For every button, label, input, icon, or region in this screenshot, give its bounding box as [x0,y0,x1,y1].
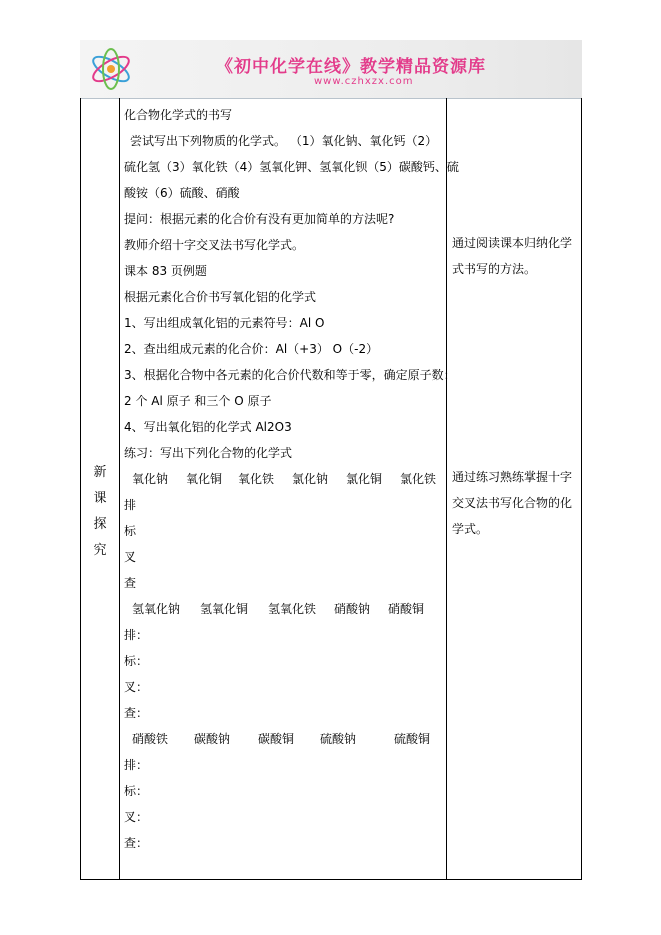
content-line: 提问：根据元素的化合价有没有更加简单的方法呢? [124,212,395,226]
note-line: 通过阅读课本归纳化学 [452,236,573,250]
step-label: 标： [124,654,149,668]
column-divider-right [446,98,447,879]
content-line: 尝试写出下列物质的化学式。 （1）氧化钠、氧化钙（2） [130,134,438,148]
content-line: 教师介绍十字交叉法书写化学式。 [124,238,305,252]
step-label: 叉 [124,550,137,564]
compound-name: 氯化铁 [400,472,437,486]
compound-name: 氧化钠 [132,472,169,486]
compound-name: 硝酸铜 [388,602,425,616]
section-label [81,460,119,564]
section-label-char: 课 [93,491,107,506]
step-label: 排 [124,498,137,512]
step-label: 叉： [124,680,149,694]
compound-name: 硫酸钠 [320,732,357,746]
header-title: 《初中化学在线》教学精品资源库 [216,57,486,77]
content-line: 练习：写出下列化合物的化学式 [124,446,293,460]
section-label-char: 探 [93,517,107,532]
compound-name: 硫酸铜 [394,732,431,746]
note-line: 式书写的方法。 [452,262,537,276]
lesson-table [80,98,582,880]
content-line: 根据元素化合价书写氧化铝的化学式 [124,290,317,304]
teaching-note-1 [452,230,580,282]
step-label: 叉： [124,810,149,824]
note-line: 通过练习熟练掌握十字 [452,470,573,484]
compound-name: 氧化铜 [186,472,223,486]
teaching-note-2 [452,464,580,542]
section-label-char: 究 [93,543,107,558]
content-line: 化合物化学式的书写 [124,108,233,122]
step-label: 排： [124,628,149,642]
step-label: 查： [124,706,149,720]
compound-name: 氢氧化铜 [200,602,249,616]
content-line: 1、写出组成氧化铝的元素符号：Al O [124,316,325,330]
compound-name: 碳酸钠 [194,732,231,746]
compound-name: 氯化铜 [346,472,383,486]
section-label-char: 新 [93,465,107,480]
compound-name: 氯化钠 [292,472,329,486]
compound-name: 氧化铁 [238,472,275,486]
compound-name: 氢氧化钠 [132,602,181,616]
content-line: 酸铵（6）硫酸、硝酸 [124,186,240,200]
note-line: 学式。 [452,522,489,536]
note-line: 交叉法书写化合物的化 [452,496,573,510]
header-url: www.czhxzx.com [314,76,414,87]
content-line: 2、查出组成元素的化合价：Al（+3） O（-2） [124,342,379,356]
atom-logo-icon [86,44,136,94]
compound-name: 碳酸铜 [258,732,295,746]
compound-name: 硝酸铁 [132,732,169,746]
step-label: 标 [124,524,137,538]
step-label: 查： [124,836,149,850]
column-divider-left [119,98,120,879]
step-label: 标： [124,784,149,798]
content-line: 硫化氢（3）氧化铁（4）氢氧化钾、氢氧化钡（5）碳酸钙、硫 [124,160,459,174]
step-label: 排： [124,758,149,772]
compound-name: 氢氧化铁 [268,602,317,616]
content-line: 4、写出氧化铝的化学式 Al2O3 [124,420,292,434]
compound-name: 硝酸钠 [334,602,371,616]
content-line: 2 个 Al 原子 和三个 O 原子 [124,394,272,408]
header-banner [80,40,582,99]
content-line: 3、根据化合物中各元素的化合价代数和等于零，确定原子数： [124,368,456,382]
step-label: 查 [124,576,137,590]
content-line: 课本 83 页例题 [124,264,207,278]
